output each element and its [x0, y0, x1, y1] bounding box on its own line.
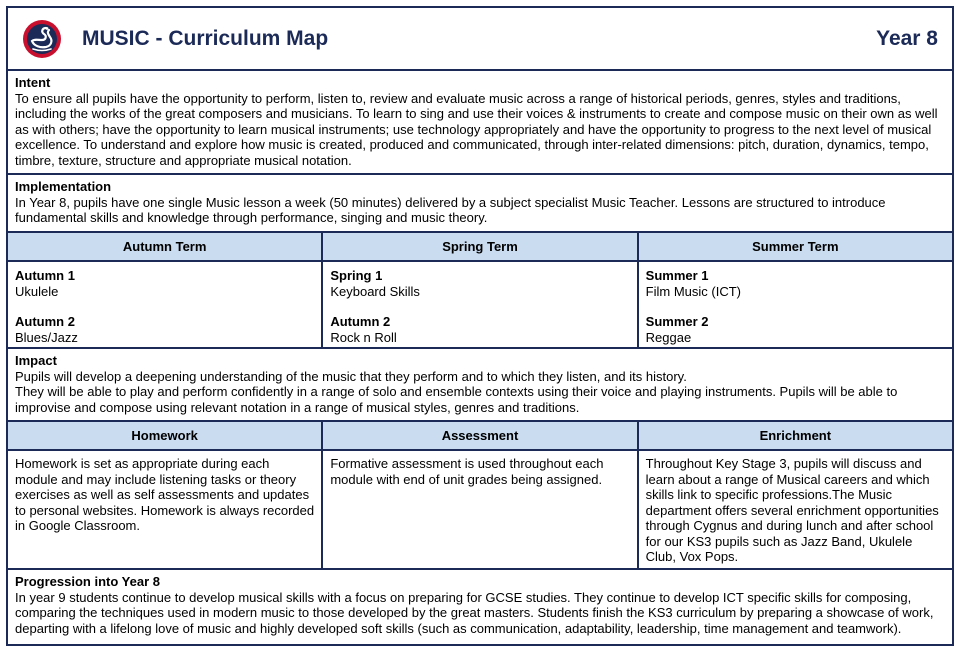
summer-term-column: [639, 233, 952, 347]
curriculum-map: [6, 6, 954, 646]
term-unit-title: Autumn 2: [15, 314, 75, 329]
term-body: [8, 262, 321, 347]
term-unit-title: Summer 1: [645, 268, 709, 283]
term-body: [639, 262, 952, 347]
assessment-heading: Assessment: [323, 422, 636, 451]
page-title: MUSIC - Curriculum Map: [82, 26, 329, 50]
term-unit: [15, 314, 314, 345]
implementation-section: [8, 175, 952, 233]
intent-text: To ensure all pupils have the opportunity to perform, listen to, review and evaluate music across a range of historical periods, genres, styles and traditions, including the works of the great composers and musicians. To learn to sing and use their voices & instruments to create and compose music on their own as well as with others; have the opportunity to learn musical instruments; use technology appropriately and have the opportunity to progress to the next level of musical excellence. To understand and explore how music is created, produced and communicated, through inter-related dimensions: pitch, duration, dynamics, tempo, timbre, texture, structure and appropriate musical notation.: [15, 90, 938, 168]
enrichment-column: [639, 422, 952, 568]
homework-column: [8, 422, 323, 568]
swan-crest-logo-icon: [22, 19, 62, 59]
homework-heading: Homework: [8, 422, 321, 451]
autumn-term-column: [8, 233, 323, 347]
term-unit: [646, 268, 945, 299]
terms-table: [8, 233, 952, 349]
homework-text: Homework is set as appropriate during each module and may include listening tasks or theory exercises as well as self assessments and updates to personal websites. Homework is always recorded in Google Classroom.: [15, 456, 315, 533]
intent-heading: Intent: [15, 75, 51, 90]
intent-section: [8, 71, 952, 175]
page-header: [8, 8, 952, 71]
term-unit-title: Autumn 1: [15, 268, 75, 283]
term-unit-text: Rock n Roll: [330, 329, 397, 345]
progression-text: In year 9 students continue to develop musical skills with a focus on preparing for GCSE studies. They continue to develop ICT specific skills for composing, comparing the techniques used in modern music to those developed by the great masters. Students finish the KS3 curriculum by preparing a showcase of work, departing with a lifelong love of music and highly developed soft skills (such as communication, adaptability, leadership, time management and teamwork).: [15, 589, 934, 636]
enrichment-text: Throughout Key Stage 3, pupils will discuss and learn about a range of Musical careers and which skills link to specific professions.The Music department offers several enrichment opportunities through Cygnus and during lunch and after school for our KS3 pupils such as Jazz Band, Ukulele Club, Vox Pops.: [645, 456, 939, 564]
term-unit: [646, 314, 945, 345]
term-unit-text: Film Music (ICT): [645, 283, 741, 299]
term-unit-text: Ukulele: [15, 283, 59, 299]
term-unit-title: Autumn 2: [330, 314, 391, 329]
impact-heading: Impact: [15, 353, 57, 368]
implementation-heading: Implementation: [15, 179, 112, 194]
term-unit-title: Summer 2: [645, 314, 709, 329]
term-unit-title: Spring 1: [330, 268, 383, 283]
term-heading: Autumn Term: [8, 233, 321, 262]
impact-text-line: Pupils will develop a deepening understanding of the music that they perform and to which they listen, and its history.: [15, 368, 687, 384]
term-heading: Summer Term: [639, 233, 952, 262]
enrichment-heading: Enrichment: [639, 422, 952, 451]
implementation-text: In Year 8, pupils have one single Music lesson a week (50 minutes) delivered by a subject specialist Music Teacher. Lessons are structured to introduce fundamental skills and knowledge through performance, singing and music theory.: [15, 194, 886, 225]
assessment-text: Formative assessment is used throughout each module with end of unit grades being assigned.: [330, 456, 604, 487]
term-unit-text: Reggae: [645, 329, 692, 345]
impact-section: [8, 349, 952, 422]
term-unit-text: Keyboard Skills: [330, 283, 420, 299]
term-unit: [15, 268, 314, 299]
progression-section: [8, 570, 952, 637]
homework-assessment-enrichment-table: [8, 422, 952, 570]
term-unit-text: Blues/Jazz: [15, 329, 78, 345]
progression-heading: Progression into Year 8: [15, 574, 160, 589]
assessment-column: [323, 422, 638, 568]
term-body: [323, 262, 636, 347]
impact-text-line: They will be able to play and perform confidently in a range of solo and ensemble contexts using their voice and playing instruments. Pupils will be able to improvise and compose using relevant notation in a range of musical styles, genres and traditions.: [15, 384, 898, 415]
term-heading: Spring Term: [323, 233, 636, 262]
year-label: Year 8: [876, 26, 938, 50]
spring-term-column: [323, 233, 638, 347]
term-unit: [330, 314, 629, 345]
term-unit: [330, 268, 629, 299]
